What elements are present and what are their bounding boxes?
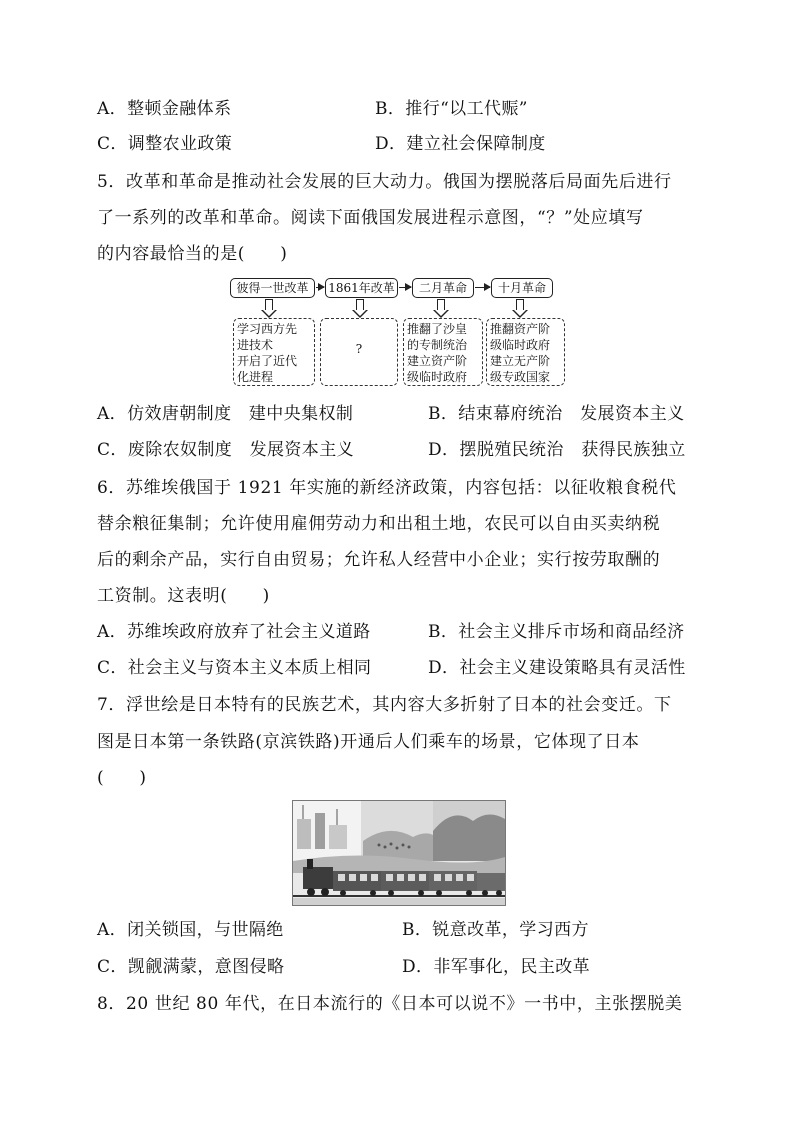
q6-option-c: C．社会主义与资本主义本质上相同 (97, 658, 372, 678)
box-unknown: ? (320, 318, 398, 386)
q8-stem-line-1: 8．20 世纪 80 年代，在日本流行的《日本可以说不》一书中，主张摆脱美 (97, 994, 683, 1014)
box-peter-reform-result (233, 318, 315, 386)
arrow-down-4 (516, 299, 524, 311)
q6-stem-line-3: 后的剩余产品，实行自由贸易；允许私人经营中小企业；实行按劳取酬的 (97, 550, 661, 570)
box3-line: 的专制统治 (407, 338, 468, 352)
ukiyoe-railway-image (292, 800, 506, 906)
russia-development-diagram (230, 278, 560, 390)
box4-line: 级临时政府 (490, 338, 551, 352)
box1-line: 进技术 (237, 338, 274, 352)
box4-line: 建立无产阶 (490, 354, 551, 368)
box1-line: 化进程 (237, 370, 274, 384)
stage-1861-reform: 1861年改革 (325, 278, 398, 298)
q5-option-b: B．结束幕府统治 发展资本主义 (428, 404, 685, 424)
stage-february-revolution: 二月革命 (412, 278, 474, 298)
q5-stem-line-2: 了一系列的改革和革命。阅读下面俄国发展进程示意图，“？”处应填写 (97, 208, 644, 228)
stage-peter-reform: 彼得一世改革 (230, 278, 315, 298)
box4-line: 级专政国家 (490, 370, 551, 384)
q5-stem-line-3: 的内容最恰当的是( ) (97, 244, 288, 264)
arrow-down-1 (265, 299, 273, 311)
box3-line: 推翻了沙皇 (407, 322, 468, 336)
box-february-result (403, 318, 483, 386)
q6-stem-line-1: 6．苏维埃俄国于 1921 年实施的新经济政策，内容包括：以征收粮食税代 (97, 478, 677, 498)
q6-stem-line-2: 替余粮征集制；允许使用雇佣劳动力和出租土地，农民可以自由买卖纳税 (97, 514, 661, 534)
q7-option-b: B．锐意改革，学习西方 (402, 920, 589, 940)
q5-stem-line-1: 5．改革和革命是推动社会发展的巨大动力。俄国为摆脱落后局面先后进行 (97, 172, 672, 192)
q6-stem-line-4: 工资制。这表明( ) (97, 586, 270, 606)
q4-option-d: D．建立社会保障制度 (375, 134, 546, 154)
q4-option-a: A．整顿金融体系 (97, 99, 232, 119)
q7-stem-line-2: 图是日本第一条铁路(京滨铁路)开通后人们乘车的场景，它体现了日本 (97, 732, 640, 752)
q7-option-d: D．非军事化，民主改革 (402, 957, 591, 977)
q5-option-a: A．仿效唐朝制度 建中央集权制 (97, 404, 354, 424)
box-october-result (486, 318, 565, 386)
arrow-right-2 (399, 287, 411, 288)
box4-line: 推翻资产阶 (490, 322, 551, 336)
box3-line: 级临时政府 (407, 370, 468, 384)
q5-option-c: C．废除农奴制度 发展资本主义 (97, 440, 355, 460)
q7-stem-line-3: ( ) (97, 768, 147, 788)
q7-option-a: A．闭关锁国，与世隔绝 (97, 920, 284, 940)
box1-line: 开启了近代 (237, 354, 298, 368)
arrow-right-1 (316, 287, 324, 288)
q7-stem-line-1: 7．浮世绘是日本特有的民族艺术，其内容大多折射了日本的社会变迁。下 (97, 695, 672, 715)
q4-option-c: C．调整农业政策 (97, 134, 233, 154)
q5-option-d: D．摆脱殖民统治 获得民族独立 (428, 440, 686, 460)
box3-line: 建立资产阶 (407, 354, 468, 368)
q6-option-d: D．社会主义建设策略具有灵活性 (428, 658, 686, 678)
q7-option-c: C．觊觎满蒙，意图侵略 (97, 957, 285, 977)
arrow-down-2 (356, 299, 364, 311)
q4-option-b: B．推行“以工代赈” (375, 99, 528, 119)
arrow-right-3 (475, 287, 490, 288)
q6-option-a: A．苏维埃政府放弃了社会主义道路 (97, 622, 371, 642)
q6-option-b: B．社会主义排斥市场和商品经济 (428, 622, 685, 642)
arrow-down-3 (437, 299, 445, 311)
stage-october-revolution: 十月革命 (491, 278, 553, 298)
box1-line: 学习西方先 (237, 322, 298, 336)
